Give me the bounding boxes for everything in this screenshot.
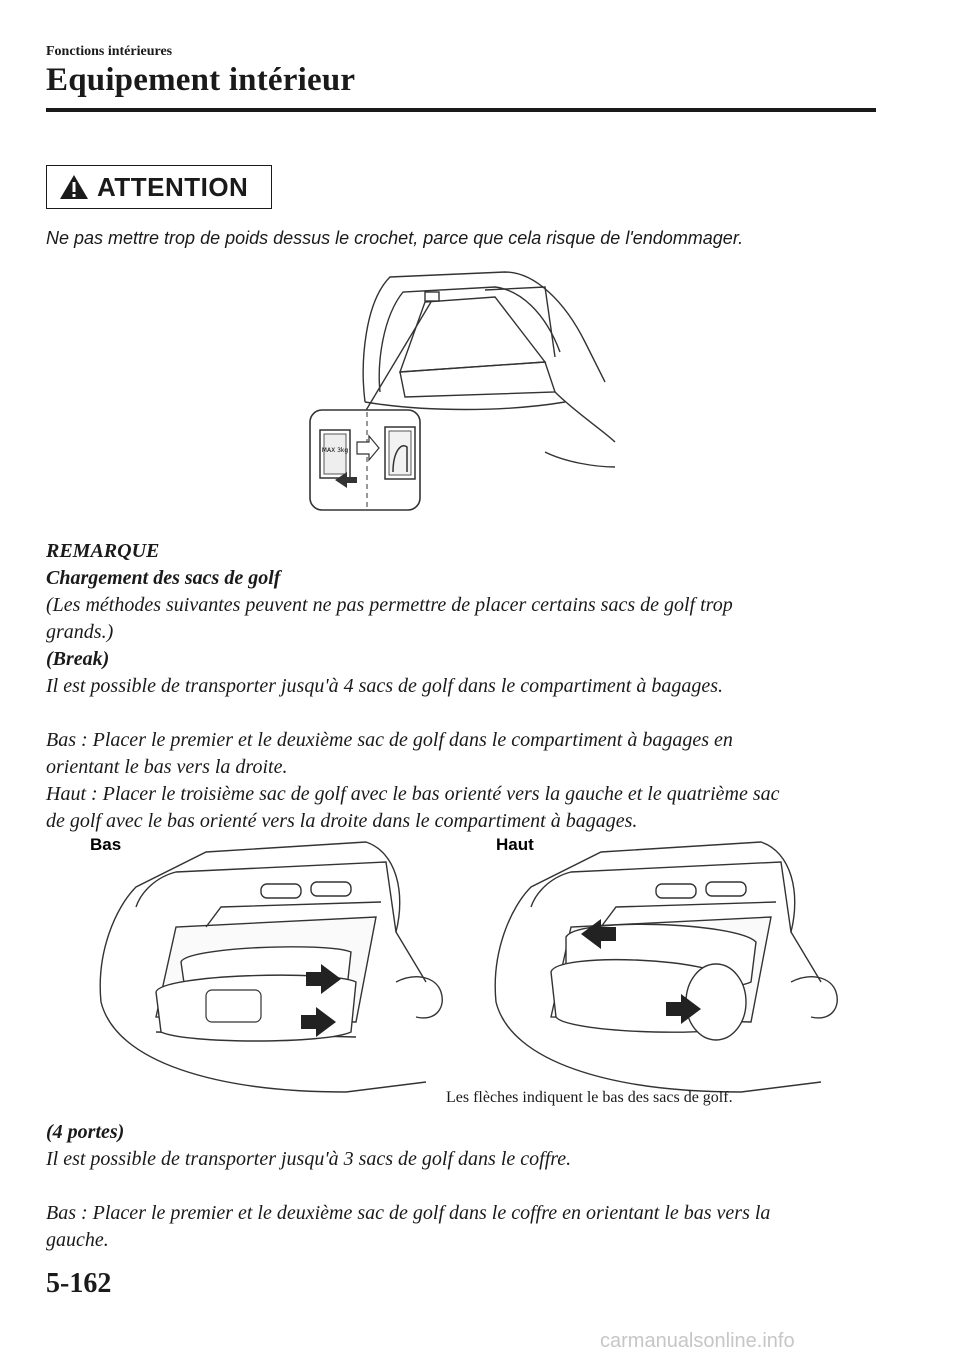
attention-text: Ne pas mettre trop de poids dessus le crochet, parce que cela risque de l'endommager. [46, 228, 744, 248]
hook-max-label: MAX 3kg [321, 447, 349, 454]
attention-banner [46, 165, 272, 209]
watermark: carmanualsonline.info [600, 1330, 795, 1352]
haut-instruction-line: Haut : Placer le troisième sac de golf avec le bas orienté vers la gauche et le quatrième sac [46, 783, 780, 805]
page-number: 5-162 [46, 1268, 112, 1299]
figure-label-bas: Bas [90, 835, 122, 854]
four-door-bas-line: Bas : Placer le premier et le deuxième sac de golf dans le coffre en orientant le bas vers la [46, 1202, 771, 1224]
haut-instruction-line: de golf avec le bas orienté vers la droite dans le compartiment à bagages. [46, 810, 638, 832]
remark-subheading: Chargement des sacs de golf [46, 567, 281, 589]
bas-instruction-line: Bas : Placer le premier et le deuxième sac de golf dans le compartiment à bagages en [46, 729, 733, 751]
four-door-text: Il est possible de transporter jusqu'à 3 sacs de golf dans le coffre. [46, 1148, 572, 1170]
bas-golf-bags [156, 947, 356, 1041]
break-text: Il est possible de transporter jusqu'à 4 sacs de golf dans le compartiment à bagages. [46, 675, 724, 697]
title-divider [46, 108, 876, 112]
figure-label-haut: Haut [496, 835, 534, 854]
page-title: Equipement intérieur [46, 62, 356, 98]
remark-heading: REMARQUE [46, 540, 160, 562]
warning-icon [59, 174, 89, 200]
bas-instruction-line: orientant le bas vers la droite. [46, 756, 288, 778]
haut-golf-bags [551, 919, 756, 1040]
attention-label: ATTENTION [97, 171, 249, 202]
remark-note-line: (Les méthodes suivantes peuvent ne pas permettre de placer certains sacs de golf trop [46, 594, 733, 616]
golf-bag-illustration [90, 832, 816, 1102]
figure-caption: Les flèches indiquent le bas des sacs de golf. [446, 1089, 733, 1106]
hook-illustration [305, 262, 625, 512]
remark-note-line: grands.) [46, 621, 114, 643]
four-door-title: (4 portes) [46, 1121, 125, 1143]
four-door-bas-line: gauche. [46, 1229, 109, 1251]
break-title: (Break) [46, 648, 110, 670]
section-label: Fonctions intérieures [46, 44, 173, 59]
